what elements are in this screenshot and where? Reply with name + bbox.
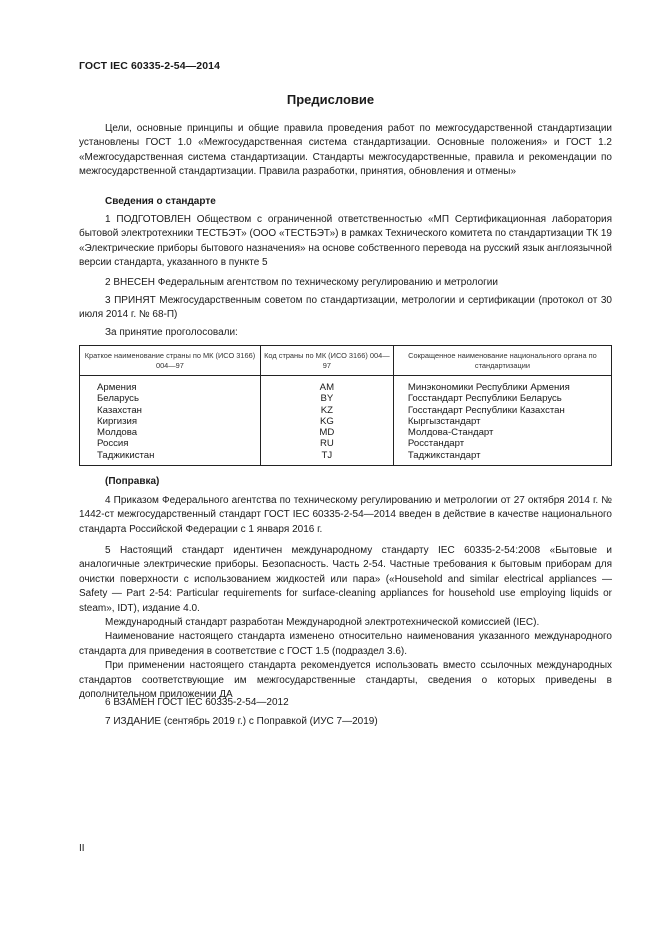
standards-body-name: Госстандарт Республики Казахстан xyxy=(407,404,565,416)
item-7-paragraph xyxy=(79,715,612,729)
country-name: Молдова xyxy=(97,427,138,439)
item-5-text: 5 Настоящий стандарт идентичен международному стандарту IEC 60335-2-54:2008 «Бытовые и аналогичные электрические приборы. Безопасность. Часть 2-54. Частные требования к бытовым приборам для очистки поверхности с использованием жидкостей или пара» («Household and similar electrical appliances — Safety — Part 2-54: Particular requirements for surface-cleaning appliances for household use employing liquids or steam», IDT), издание 4.0. xyxy=(79,545,612,614)
country-code: KZ xyxy=(320,404,333,416)
page-number: II xyxy=(79,843,85,854)
table-header-country: Краткое наименование страны по МК (ИСО 3166) 004—97 xyxy=(80,346,261,376)
intro-paragraph xyxy=(79,122,612,180)
table-header-body: Сокращенное наименование национального органа по стандартизации xyxy=(393,346,611,376)
country-name: Беларусь xyxy=(97,393,139,405)
country-name: Казахстан xyxy=(97,404,142,416)
item-4-text: 4 Приказом Федерального агентства по техническому регулированию и метрологии от 27 октября 2014 г. № 1442-ст межгосударственный стандарт ГОСТ IEC 60335-2-54—2014 введен в действие в качестве национального стандарта Российской Федерации с 1 января 2016 г. xyxy=(79,495,612,535)
code-column xyxy=(260,376,393,466)
item-2-paragraph xyxy=(79,276,612,290)
country-name: Таджикистан xyxy=(97,449,155,461)
voted-text: За принятие проголосовали: xyxy=(105,327,238,338)
item-5-paragraph xyxy=(79,544,612,702)
country-column xyxy=(80,376,261,466)
standards-body-name: Таджикстандарт xyxy=(407,449,481,461)
item-5-name-text: Наименование настоящего стандарта изменено относительно наименования указанного международного стандарта для приведения в соответствие с ГОСТ 1.5 (подраздел 3.6). xyxy=(79,631,612,657)
correction-label: (Поправка) xyxy=(105,476,160,487)
item-5-iec-text: Международный стандарт разработан Международной электротехнической комиссией (IEC). xyxy=(105,617,540,629)
country-code: KG xyxy=(319,415,334,427)
item-1-text: 1 ПОДГОТОВЛЕН Обществом с ограниченной ответственностью «МП Сертификационная лаборатория бытовой электротехники ТЕСТБЭТ» (ООО «ТЕСТБЭТ») в рамках Технического комитета по стандартизации ТК 19 «Электрические приборы бытового назначения» на основе собственного перевода на русский язык англоязычной версии стандарта, указанного в пункте 5 xyxy=(79,214,612,269)
item-1-paragraph xyxy=(79,213,612,271)
item-3-text: 3 ПРИНЯТ Межгосударственным советом по стандартизации, метрологии и сертификации (протокол от 30 июля 2014 г. № 68-П) xyxy=(79,295,612,321)
standards-body-name: Росстандарт xyxy=(407,438,465,450)
item-4-paragraph xyxy=(79,494,612,537)
standards-body-name: Молдова-Стандарт xyxy=(407,427,494,439)
item-3-paragraph xyxy=(79,294,612,323)
document-code: ГОСТ IEC 60335-2-54—2014 xyxy=(79,60,221,72)
item-2-text: 2 ВНЕСЕН Федеральным агентством по техническому регулированию и метрологии xyxy=(105,277,498,288)
item-5-refs-text: При применении настоящего стандарта рекомендуется использовать вместо ссылочных международных стандартов соответствующие им межгосударственные стандарты, сведения о которых приведены в дополнительном приложении ДА xyxy=(79,660,612,701)
standards-body-name: Минэкономики Республики Армения xyxy=(407,382,570,393)
item-7-text: 7 ИЗДАНИЕ (сентябрь 2019 г.) с Поправкой (ИУС 7—2019) xyxy=(105,716,378,727)
country-code: BY xyxy=(320,393,334,405)
intro-text: Цели, основные принципы и общие правила проведения работ по межгосударственной стандартизации установлены ГОСТ 1.0 «Межгосударственная система стандартизации. Основные положения» и ГОСТ 1.2 «Межгосударственная система стандартизации. Стандарты межгосударственные, правила и рекомендации по межгосударственной стандартизации. Правила разработки, принятия, обновления и отмены» xyxy=(79,123,612,178)
standards-body-column xyxy=(393,376,611,466)
country-code: RU xyxy=(319,438,334,450)
table-body-row xyxy=(80,376,612,466)
country-code: MD xyxy=(319,427,335,439)
table-header-row xyxy=(80,346,612,376)
country-name: Россия xyxy=(97,438,129,450)
page-title: Предисловие xyxy=(286,92,375,107)
country-code: AM xyxy=(319,382,335,393)
item-6-text: 6 ВЗАМЕН ГОСТ IEC 60335-2-54—2012 xyxy=(105,697,289,708)
standards-body-name: Госстандарт Республики Беларусь xyxy=(407,393,562,405)
item-6-paragraph xyxy=(79,696,612,710)
voted-paragraph xyxy=(79,326,612,340)
standards-body-name: Кыргызстандарт xyxy=(407,415,481,427)
section-heading: Сведения о стандарте xyxy=(105,196,216,207)
table-header-code: Код страны по МК (ИСО 3166) 004—97 xyxy=(260,346,393,376)
country-name: Киргизия xyxy=(97,415,138,427)
country-code: TJ xyxy=(321,449,333,461)
member-states-table xyxy=(79,345,612,466)
country-name: Армения xyxy=(97,382,137,393)
